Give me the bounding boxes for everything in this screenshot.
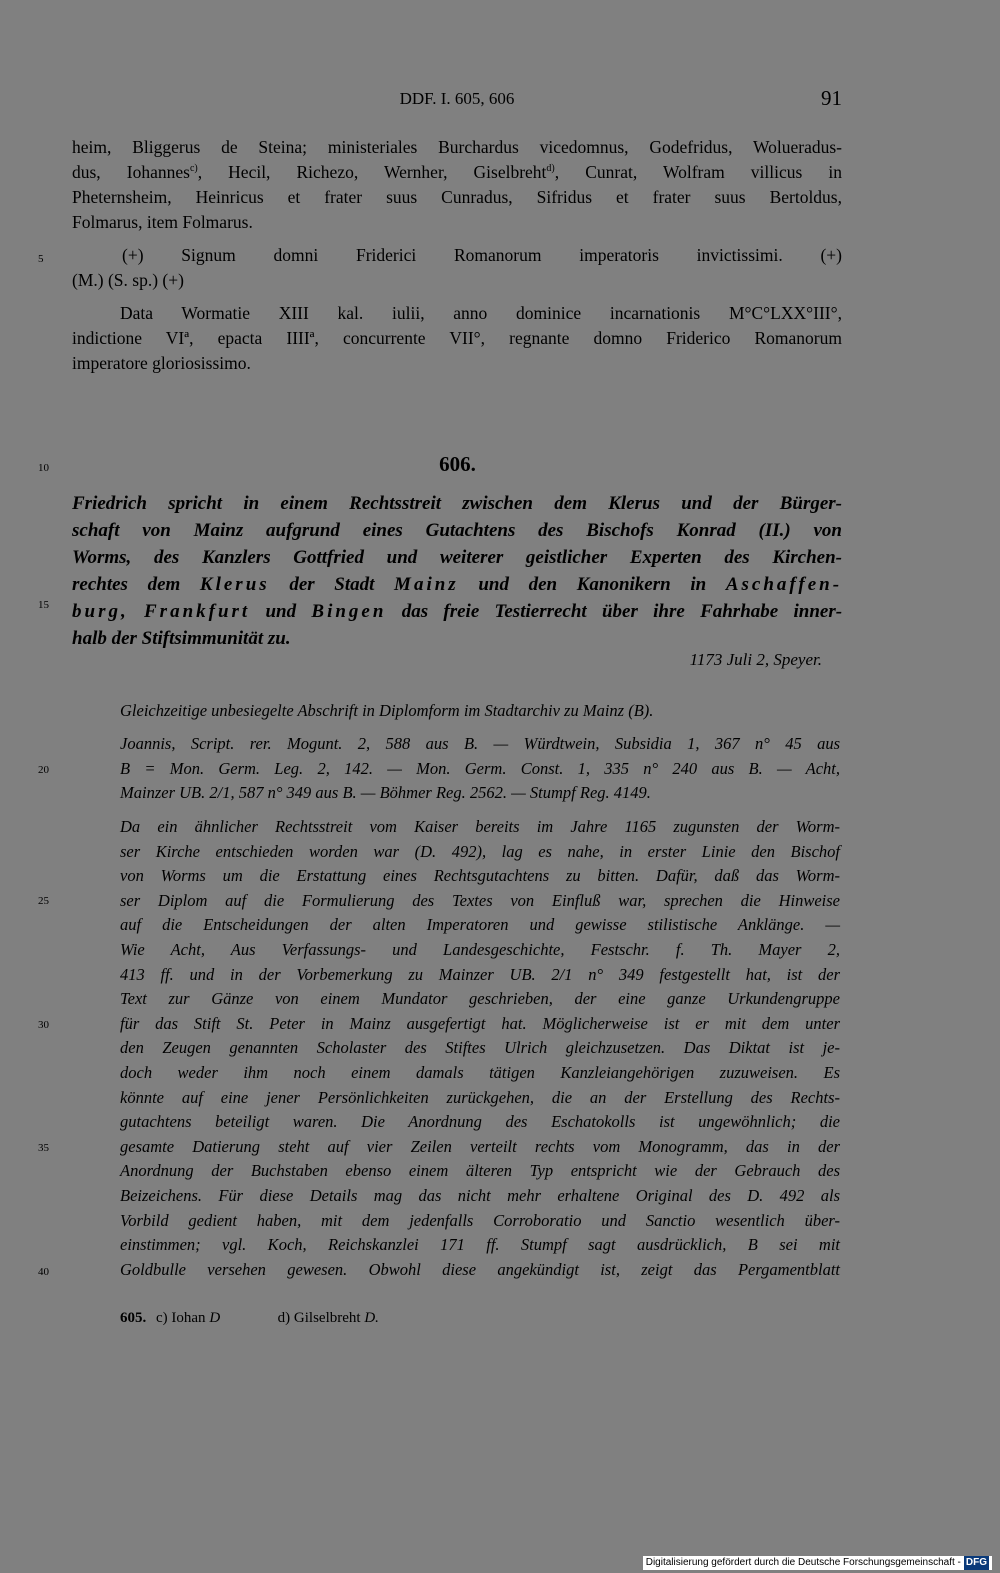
text-line: Joannis, Script. rer. Mogunt. 2, 588 aus B. — Würdtwein, Subsidia 1, 367 n° 45 aus (120, 734, 840, 753)
text-line: indictione VIª, epacta IIIIª, concurrente VII°, regnante domno Friderico Romanorum (72, 328, 842, 348)
dfg-logo: DFG (965, 1557, 987, 1568)
text-line: auf die Entscheidungen der alten Imperatoren und gewisse stilistische Anklänge. — (120, 915, 840, 935)
signum-line (72, 243, 842, 293)
line-number: 30 (38, 1019, 49, 1031)
regest (72, 490, 842, 652)
text-line: ser Diplom auf die Formulierung des Textes von Einfluß war, sprechen die Hinweise (120, 890, 840, 910)
footnotes: 605. c) Iohan D d) Gilselbreht D. (120, 1310, 379, 1326)
text-line: Data Wormatie XIII kal. iulii, anno dominice incarnationis M°C°LXX°III°, (120, 303, 842, 323)
line-number: 20 (38, 764, 49, 776)
editions (120, 732, 840, 806)
text-line: Gleichzeitige unbesiegelte Abschrift in Diplomform im Stadtarchiv zu Mainz (B). (120, 701, 654, 720)
document-number: 606. (439, 452, 476, 476)
footnote-mark-c: c) (189, 163, 198, 175)
text-line: heim, Bliggerus de Steina; ministeriales Burchardus vicedomnus, Godefridus, Wolueradus- (72, 137, 842, 157)
text-line: ser Kirche entschieden worden war (D. 492), lag es nahe, in erster Linie den Bischof (120, 841, 840, 861)
text-line: von Worms um die Erstattung eines Rechtsgutachtens zu bitten. Dafür, daß das Worm- (120, 866, 840, 886)
text-line: Wie Acht, Aus Verfassungs- und Landesgeschichte, Festschr. f. Th. Mayer 2, (120, 939, 840, 959)
text-line: Friedrich spricht in einem Rechtsstreit zwischen dem Klerus und der Bürger- (72, 493, 842, 514)
text-line: 413 ff. und in der Vorbemerkung zu Mainzer UB. 2/1 n° 349 festgestellt hat, ist der (120, 964, 840, 984)
text-line: Text zur Gänze von einem Mundator geschrieben, der eine ganze Urkundengruppe (120, 989, 840, 1009)
text-line: Da ein ähnlicher Rechtsstreit vom Kaiser bereits im Jahre 1165 zugunsten der Worm- (120, 817, 840, 836)
text-line: Anordnung der Buchstaben ebenso einem älteren Typ entspricht wie der Gebrauch des (120, 1161, 840, 1181)
text-line: schaft von Mainz aufgrund eines Gutachtens des Bischofs Konrad (II.) von (72, 520, 842, 541)
text-line: könnte auf eine jener Persönlichkeiten zurückgehen, die an der Erstellung des Rechts- (120, 1087, 840, 1107)
line-number: 10 (38, 462, 49, 474)
running-header (72, 86, 842, 116)
funding-credit: Digitalisierung gefördert durch die Deutsche Forschungsgemeinschaft - DFG (643, 1556, 992, 1570)
text-line: Goldbulle versehen gewesen. Obwohl diese angekündigt ist, zeigt das Pergamentblatt (120, 1259, 840, 1279)
text-line: B = Mon. Germ. Leg. 2, 142. — Mon. Germ. Const. 1, 335 n° 240 aus B. — Acht, (120, 758, 840, 778)
text-line: Pheternsheim, Heinricus et frater suus Cunradus, Sifridus et frater suus Bertoldus, (72, 187, 842, 207)
text-line: (M.) (S. sp.) (+) (72, 270, 184, 290)
text-line: (+) Signum domni Friderici Romanorum imperatoris invictissimi. (+) (122, 245, 842, 265)
text-line: burg, Frankfurt und Bingen das freie Testierrecht über ihre Fahrhabe inner- (72, 601, 843, 622)
line-number: 35 (38, 1142, 49, 1154)
text-line: halb der Stiftsimmunität zu. (72, 628, 291, 649)
text-line: Worms, des Kanzlers Gottfried und weiterer geistlicher Experten des Kirchen- (72, 547, 842, 568)
commentary (120, 815, 840, 1282)
text-line: den Zeugen genannten Scholaster des Stiftes Ulrich gleichzusetzen. Das Diktat ist je- (120, 1038, 840, 1058)
running-title: DDF. I. 605, 606 (399, 89, 515, 108)
line-number: 5 (38, 253, 44, 265)
line-number: 15 (38, 599, 49, 611)
text-line: gesamte Datierung steht auf vier Zeilen verteilt rechts vom Monogramm, das in der (120, 1136, 840, 1156)
text-line: Vorbild gedient haben, mit dem jedenfalls Corroboratio und Sanctio wesentlich über- (120, 1210, 840, 1230)
footnote-ref: 605. (120, 1310, 147, 1326)
text-line: Folmarus, item Folmarus. (72, 212, 253, 232)
footnote-mark-d: d) (546, 163, 555, 175)
text-line: Beizeichens. Für diese Details mag das nicht mehr erhaltene Original des D. 492 als (120, 1185, 840, 1205)
text-line: gutachtens beteiligt waren. Die Anordnung des Eschatokolls ist ungewöhnlich; die (120, 1112, 840, 1132)
text-line: imperatore gloriosissimo. (72, 353, 251, 373)
text-line: für das Stift St. Peter in Mainz ausgefertigt hat. Möglicherweise ist er mit dem unter (120, 1013, 840, 1033)
witness-list (72, 135, 842, 235)
text-line: Mainzer UB. 2/1, 587 n° 349 aus B. — Böhmer Reg. 2562. — Stumpf Reg. 4149. (120, 783, 651, 803)
tradition (120, 699, 840, 724)
page-number: 91 (821, 86, 842, 110)
line-number: 40 (38, 1266, 49, 1278)
text-line: rechtes dem Klerus der Stadt Mainz und den Kanonikern in Aschaffen- (72, 574, 843, 595)
text-line: einstimmen; vgl. Koch, Reichskanzlei 171 ff. Stumpf sagt ausdrücklich, B sei mit (120, 1235, 840, 1255)
text-line: doch weder ihm noch einem damals tätigen Kanzleiangehörigen zuzuweisen. Es (120, 1062, 840, 1082)
text-line: dus, Iohannes$^{c)}$, Hecil, Richezo, Wernher, Giselbreht$^{d)}$, Cunrat, Wolfram villicus in (72, 162, 843, 182)
dating-clause (72, 301, 842, 376)
line-number: 25 (38, 895, 49, 907)
date-place: 1173 Juli 2, Speyer. (689, 650, 822, 669)
